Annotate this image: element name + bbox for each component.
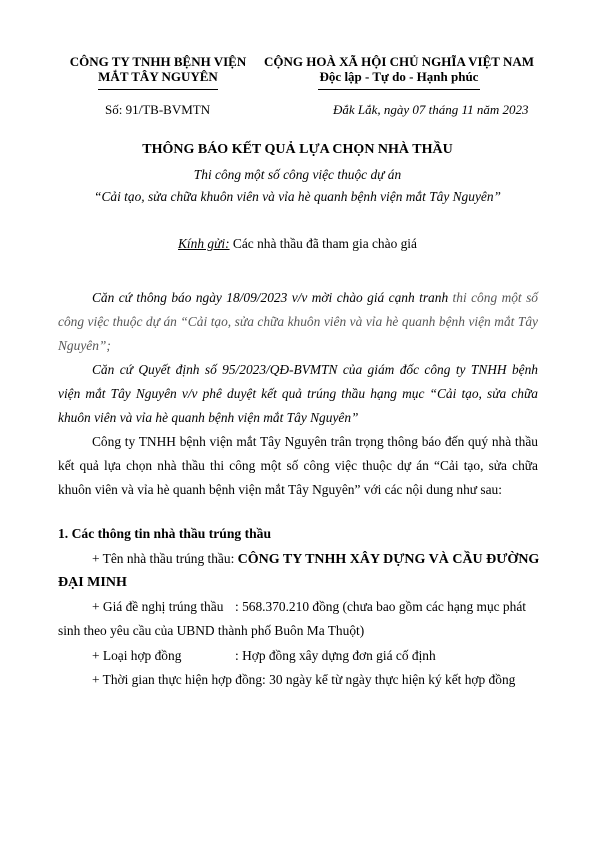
contract-type-value: : Hợp đồng xây dựng đơn giá cố định <box>235 648 436 663</box>
basis-1-part-a: Căn cứ thông báo ngày 18/09/2023 v/v mời chào giá cạnh tranh <box>92 290 449 305</box>
intro-paragraph: Công ty TNHH bệnh viện mắt Tây Nguyên trân trọng thông báo đến quý nhà thầu kết quả lựa chọn nhà thầu thi công một số công việc thuộc dự án “Cải tạo, sửa chữa khuôn viên và vỉa hè quanh bệnh viện mắt Tây Nguyên” với các nội dung như sau: <box>58 434 538 497</box>
document-subtitle-2: “Cải tạo, sửa chữa khuôn viên và vỉa hè quanh bệnh viện mắt Tây Nguyên” <box>94 189 501 204</box>
contractor-label: + Tên nhà thầu trúng thầu: <box>92 551 238 566</box>
basis-paragraph-1 <box>58 286 538 358</box>
document-title: THÔNG BÁO KẾT QUẢ LỰA CHỌN NHÀ THẦU <box>142 142 453 157</box>
country-motto-line1: CỘNG HOÀ XÃ HỘI CHỦ NGHĨA VIỆT NAM <box>263 54 535 69</box>
recipient-line <box>0 236 595 252</box>
org-name-line2: MẮT TÂY NGUYÊN <box>98 69 218 84</box>
contractor-name-2: ĐẠI MINH <box>58 575 127 590</box>
price-value-continued: sinh theo yêu cầu của UBND thành phố Buôn Ma Thuột) <box>58 623 365 638</box>
org-underline <box>98 89 218 90</box>
section-1-heading: 1. Các thông tin nhà thầu trúng thầu <box>58 526 272 541</box>
country-motto-line2: Độc lập - Tự do - Hạnh phúc <box>319 69 479 84</box>
contractor-name-1: CÔNG TY TNHH XÂY DỰNG VÀ CẦU ĐƯỜNG <box>237 552 540 567</box>
basis-paragraph-2: Căn cứ Quyết định số 95/2023/QĐ-BVMTN của giám đốc công ty TNHH bệnh viện mắt Tây Nguyên v/v phê duyệt kết quả trúng thầu hạng mục “Cải tạo, sửa chữa khuôn viên và vỉa hè quanh bệnh viện mắt Tây Nguyên” <box>58 362 538 425</box>
contract-type-label: + Loại hợp đồng <box>92 648 182 663</box>
document-subtitle-1: Thi công một số công việc thuộc dự án <box>193 167 402 182</box>
document-number: Số: 91/TB-BVMTN <box>105 102 211 117</box>
org-name-line1: CÔNG TY TNHH BỆNH VIỆN <box>69 54 247 69</box>
price-label: + Giá đề nghị trúng thầu <box>92 599 224 614</box>
recipient-text: Các nhà thầu đã tham gia chào giá <box>229 236 417 251</box>
contractor-line <box>92 551 539 568</box>
place-and-date: Đắk Lắk, ngày 07 tháng 11 năm 2023 <box>333 102 529 117</box>
recipient-label: Kính gửi: <box>178 236 230 251</box>
contract-duration: + Thời gian thực hiện hợp đồng: 30 ngày kể từ ngày thực hiện ký kết hợp đồng <box>92 672 516 687</box>
motto-underline <box>318 89 480 90</box>
basis-1-part-b: thi công một số công việc thuộc dự án “Cải tạo, sửa chữa khuôn viên và vỉa hè quanh bệnh viện mắt Tây Nguyên”; <box>58 290 538 353</box>
price-value: : 568.370.210 đồng (chưa bao gồm các hạng mục phát <box>235 599 526 614</box>
